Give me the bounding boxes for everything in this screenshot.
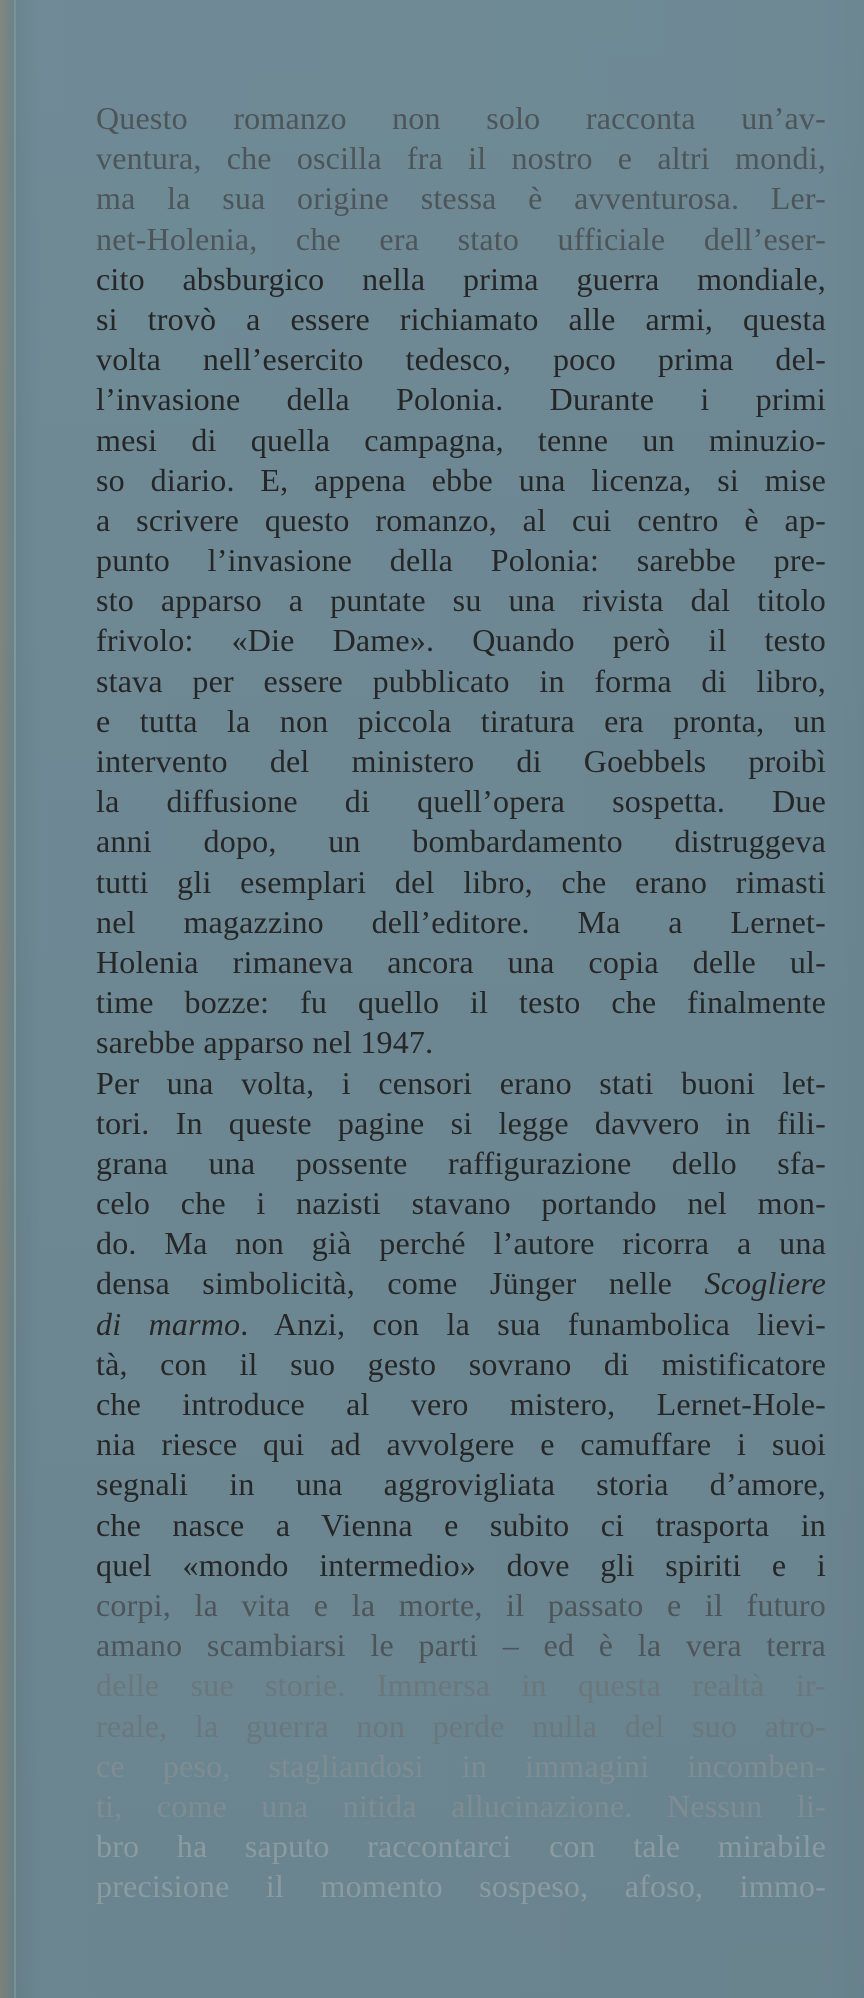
text-line: amano scambiarsi le parti – ed è la vera terra <box>96 1627 826 1664</box>
text-line: tutti gli esemplari del libro, che erano rimasti <box>96 863 826 900</box>
text-line: mesi di quella campagna, tenne un minuzio- <box>96 421 826 458</box>
paragraph-origin-story <box>96 98 826 1063</box>
text-fragment: densa simbolicità, come Jünger nelle <box>96 1265 673 1302</box>
text-line: sarebbe apparso nel 1947. <box>96 1024 434 1061</box>
text-line-with-title <box>96 1304 826 1344</box>
text-line: ce peso, stagliandosi in immagini incomben- <box>96 1747 826 1784</box>
text-line: stava per essere pubblicato in forma di libro, <box>96 662 826 699</box>
text-line: intervento del ministero di Goebbels proibì <box>96 743 826 779</box>
page-edge-line <box>14 0 16 1998</box>
text-line: nel magazzino dell’editore. Ma a Lernet- <box>96 903 826 940</box>
text-line: bro ha saputo raccontarci con tale mirabile <box>96 1828 826 1865</box>
text-line: anni dopo, un bombardamento distruggeva <box>96 823 826 860</box>
text-line: punto l’invasione della Polonia: sarebbe pre- <box>96 542 826 579</box>
text-line: che nasce a Vienna e subito ci trasporta in <box>96 1506 826 1543</box>
text-line: so diario. E, appena ebbe una licenza, si mise <box>96 461 826 498</box>
book-flap-text <box>96 98 826 1906</box>
book-title-italic: Scogliere <box>704 1265 827 1302</box>
text-line: cito absburgico nella prima guerra mondiale, <box>96 260 826 297</box>
text-line: reale, la guerra non perde nulla del suo atro- <box>96 1707 826 1744</box>
text-line: delle sue storie. Immersa in questa realtà ir- <box>96 1667 826 1704</box>
text-line: ti, come una nitida allucinazione. Nessun li- <box>96 1787 826 1824</box>
text-line: Holenia rimaneva ancora una copia delle ul- <box>96 943 826 980</box>
text-line: tà, con il suo gesto sovrano di mistificatore <box>96 1345 826 1382</box>
paragraph-censors <box>96 1063 826 1907</box>
text-line: si trovò a essere richiamato alle armi, questa <box>96 300 826 337</box>
text-line: a scrivere questo romanzo, al cui centro è ap- <box>96 501 826 538</box>
text-line: precisione il momento sospeso, afoso, immo- <box>96 1868 826 1905</box>
text-line: Per una volta, i censori erano stati buoni let- <box>96 1064 826 1101</box>
text-line: tori. In queste pagine si legge davvero in fili- <box>96 1104 826 1141</box>
text-line: e tutta la non piccola tiratura era pronta, un <box>96 702 826 739</box>
text-line: ventura, che oscilla fra il nostro e altri mondi, <box>96 140 826 177</box>
text-line: che introduce al vero mistero, Lernet-Hole- <box>96 1386 826 1422</box>
text-line: Questo romanzo non solo racconta un’av- <box>96 100 826 136</box>
text-line: quel «mondo intermedio» dove gli spiriti e i <box>96 1546 826 1583</box>
text-fragment: . Anzi, con la sua funambolica lievi- <box>240 1305 826 1342</box>
text-line: la diffusione di quell’opera sospetta. Due <box>96 783 826 820</box>
text-line: ma la sua origine stessa è avventurosa. Ler- <box>96 180 826 217</box>
text-line: do. Ma non già perché l’autore ricorra a una <box>96 1225 826 1262</box>
text-line: frivolo: «Die Dame». Quando però il testo <box>96 622 826 659</box>
text-line: celo che i nazisti stavano portando nel mon- <box>96 1185 826 1222</box>
text-line: l’invasione della Polonia. Durante i primi <box>96 381 826 418</box>
text-line: grana una possente raffigurazione dello sfa- <box>96 1144 826 1181</box>
book-title-italic: di marmo <box>96 1305 241 1342</box>
text-line: volta nell’esercito tedesco, poco prima del- <box>96 341 826 378</box>
text-line: nia riesce qui ad avvolgere e camuffare i suoi <box>96 1426 826 1463</box>
text-line: segnali in una aggrovigliata storia d’amore, <box>96 1466 826 1503</box>
text-line-with-title <box>96 1263 826 1303</box>
text-line: net-Holenia, che era stato ufficiale dell’eser- <box>96 220 826 257</box>
text-line: time bozze: fu quello il testo che finalmente <box>96 984 826 1021</box>
text-line: sto apparso a puntate su una rivista dal titolo <box>96 582 826 619</box>
text-line: corpi, la vita e la morte, il passato e il futuro <box>96 1586 826 1623</box>
